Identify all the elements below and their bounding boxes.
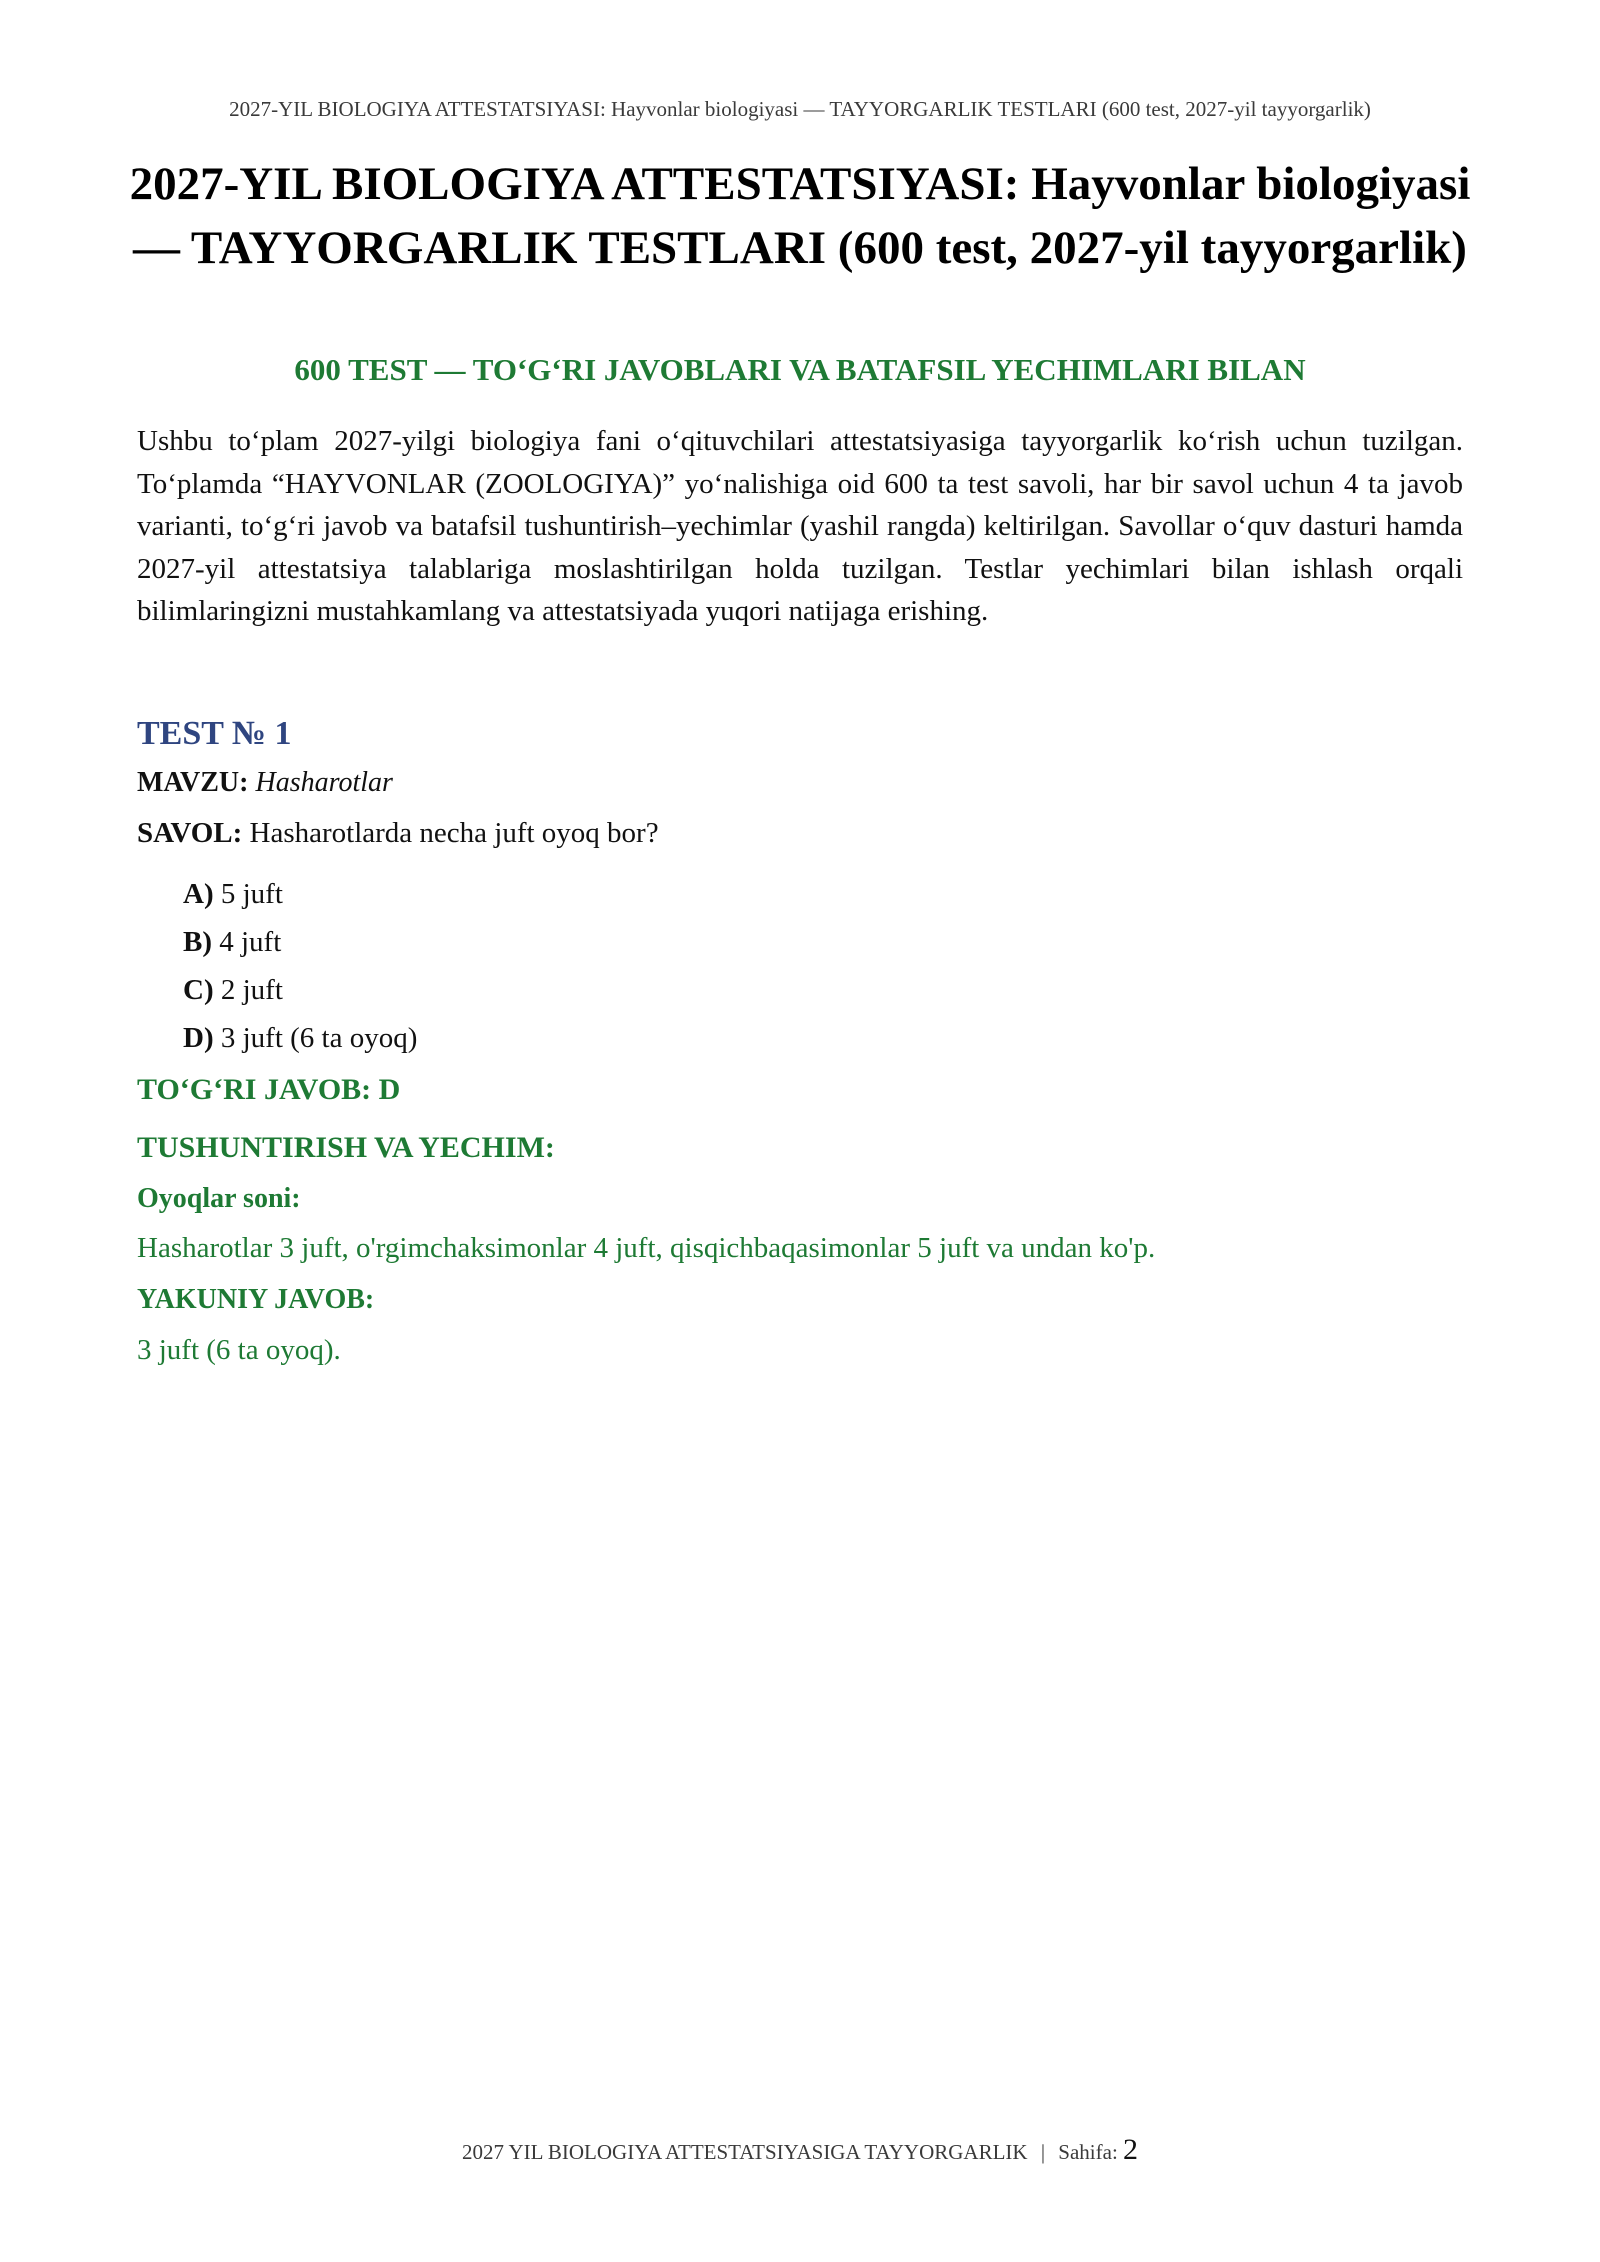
page-footer — [0, 2130, 1600, 2172]
footer-text: 2027 YIL BIOLOGIYA ATTESTATSIYASIGA TAYYORGARLIK — [461, 2140, 1028, 2164]
answer-options — [183, 870, 417, 1062]
running-header: 2027-YIL BIOLOGIYA ATTESTATSIYASI: Hayvonlar biologiyasi — TAYYORGARLIK TESTLARI (600 test, 2027-yil tayyorgarlik) — [229, 97, 1371, 121]
explanation-subheading: Oyoqlar soni: — [137, 1183, 301, 1214]
document-title: 2027-YIL BIOLOGIYA ATTESTATSIYASI: Hayvonlar biologiyasi — TAYYORGARLIK TESTLARI (600 test, 2027-yil tayyorgarlik) — [129, 158, 1471, 274]
topic-label: MAVZU: — [137, 767, 249, 798]
option-a — [183, 870, 417, 918]
question-label: SAVOL: — [137, 817, 243, 849]
option-text: 2 juft — [220, 974, 283, 1006]
document-subtitle: 600 TEST — TO‘G‘RI JAVOBLARI VA BATAFSIL YECHIMLARI BILAN — [294, 352, 1306, 387]
correct-answer: TO‘G‘RI JAVOB: D — [137, 1073, 401, 1106]
option-c — [183, 966, 417, 1014]
final-answer-text: 3 juft (6 ta oyoq). — [137, 1334, 341, 1366]
option-letter: C) — [183, 974, 214, 1006]
footer-separator: | — [1040, 2140, 1046, 2164]
footer-page-label: Sahifa: — [1058, 2140, 1118, 2164]
option-letter: A) — [183, 878, 214, 910]
option-text: 5 juft — [220, 878, 283, 910]
page-number: 2 — [1123, 2133, 1139, 2166]
final-answer-heading: YAKUNIY JAVOB: — [137, 1284, 375, 1315]
option-b — [183, 918, 417, 966]
question-line — [137, 816, 659, 850]
explanation-heading: TUSHUNTIRISH VA YECHIM: — [137, 1131, 555, 1164]
intro-paragraph: Ushbu to‘plam 2027-yilgi biologiya fani o‘qituvchilari attestatsiyasiga tayyorgarlik ko‘rish uchun tuzilgan. To‘plamda “HAYVONLAR (ZOOLOGIYA)” yo‘nalishiga oid 600 ta test savoli, har bir savol uchun 4 ta javob varianti, to‘g‘ri javob va batafsil tushuntirish–yechimlar (yashil rangda) keltirilgan. Savollar o‘quv dasturi hamda 2027-yil attestatsiya talablariga moslashtirilgan holda tuzilgan. Testlar yechimlari bilan ishlash orqali bilimlaringizni mustahkamlang va attestatsiyada yuqori natijaga erishing. — [137, 425, 1463, 627]
option-letter: B) — [183, 926, 212, 958]
option-text: 4 juft — [219, 926, 282, 958]
test-number-heading: TEST № 1 — [137, 715, 292, 752]
option-d — [183, 1014, 417, 1062]
question-text: Hasharotlarda necha juft oyoq bor? — [249, 817, 659, 849]
explanation-text: Hasharotlar 3 juft, o'rgimchaksimonlar 4 juft, qisqichbaqasimonlar 5 juft va undan ko'p. — [137, 1232, 1156, 1264]
option-letter: D) — [183, 1022, 214, 1054]
option-text: 3 juft (6 ta oyoq) — [220, 1022, 418, 1054]
topic-line — [137, 766, 393, 800]
topic-value: Hasharotlar — [255, 767, 393, 798]
